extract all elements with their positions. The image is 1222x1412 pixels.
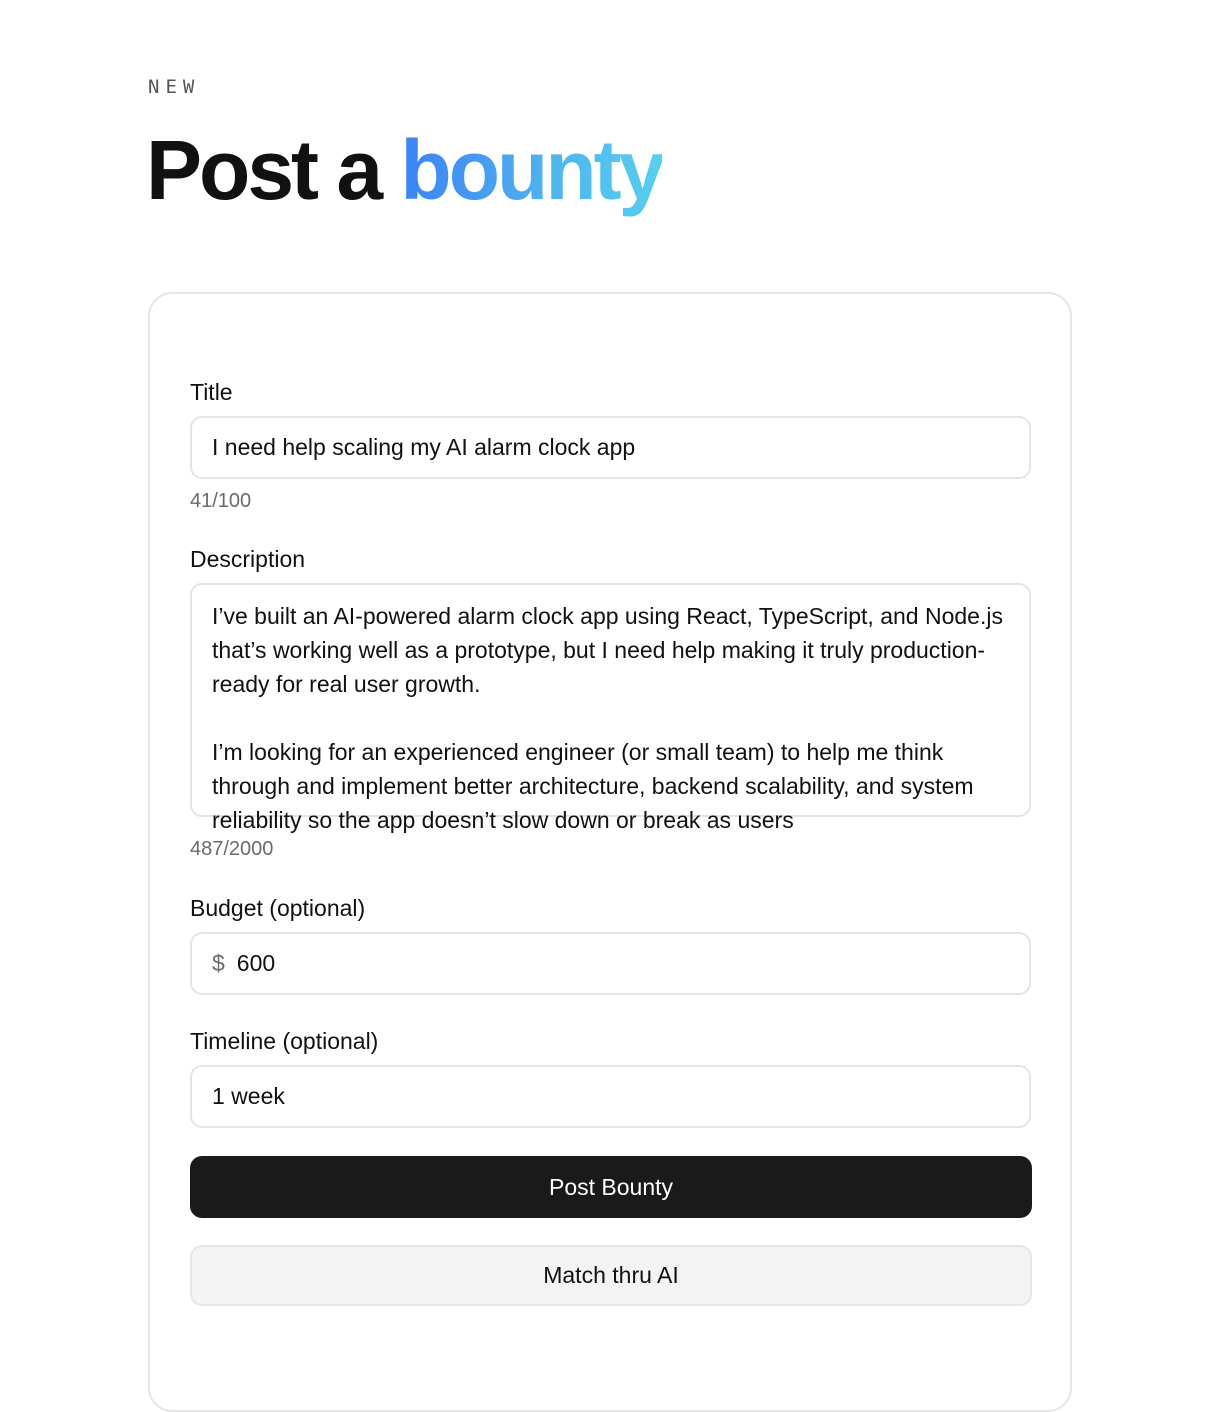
description-textarea-value: I’ve built an AI-powered alarm clock app using React, TypeScript, and Node.js that’s working well as a prototype, but I need help making it truly production-ready for real user growth. I’m looking for an experienced engineer (or small team) to help me think through and implement better architecture, backend scalability, and system reliability so the app doesn’t slow down or break as users — [212, 603, 1003, 833]
title-char-counter: 41/100 — [190, 490, 252, 512]
budget-input[interactable] — [190, 932, 1031, 995]
budget-input-value: 600 — [236, 950, 276, 976]
title-label: Title — [190, 379, 233, 405]
page-title-accent: bounty — [400, 123, 663, 217]
description-textarea[interactable] — [190, 583, 1031, 833]
timeline-input-value: 1 week — [212, 1083, 285, 1109]
page-title-prefix: Post a — [146, 123, 401, 217]
title-input[interactable] — [190, 416, 1031, 479]
title-input-value: I need help scaling my AI alarm clock app — [212, 434, 636, 460]
eyebrow-label: NEW — [148, 76, 201, 98]
timeline-label: Timeline (optional) — [190, 1028, 379, 1054]
description-char-counter: 487/2000 — [190, 838, 274, 860]
post-bounty-button[interactable]: Post Bounty — [190, 1156, 1032, 1218]
timeline-input[interactable] — [190, 1065, 1031, 1128]
page-title — [146, 120, 662, 220]
description-label: Description — [190, 546, 306, 572]
match-thru-ai-button[interactable]: Match thru AI — [190, 1245, 1032, 1306]
budget-label: Budget (optional) — [190, 895, 366, 921]
dollar-sign-icon: $ — [212, 950, 225, 976]
